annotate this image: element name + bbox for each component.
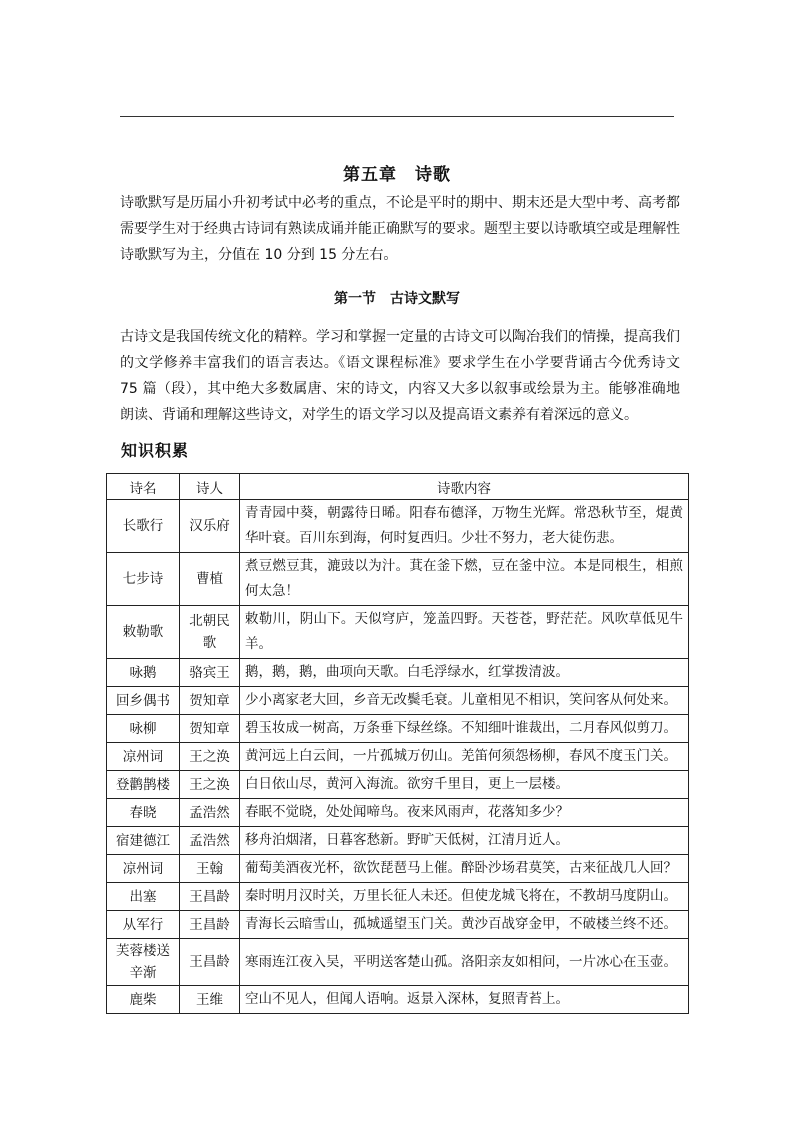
table-row — [107, 500, 689, 553]
poem-content-cell: 碧玉妆成一树高，万条垂下绿丝绦。不知细叶谁裁出，二月春风似剪刀。 — [240, 715, 689, 743]
table-row — [107, 986, 689, 1014]
knowledge-heading: 知识积累 — [121, 441, 190, 460]
poem-content-cell: 秦时明月汉时关，万里长征人未还。但使龙城飞将在，不教胡马度阴山。 — [240, 883, 689, 911]
poem-title-cell: 凉州词 — [107, 743, 180, 771]
column-header-poet: 诗人 — [180, 474, 240, 500]
poet-cell: 王翰 — [180, 855, 240, 883]
poet-cell: 贺知章 — [180, 687, 240, 715]
poet-cell: 孟浩然 — [180, 799, 240, 827]
poem-title-cell: 凉州词 — [107, 855, 180, 883]
poem-content-cell: 移舟泊烟渚，日暮客愁新。野旷天低树，江清月近人。 — [240, 827, 689, 855]
poet-cell: 王之涣 — [180, 771, 240, 799]
section-paragraph: 古诗文是我国传统文化的精粹。学习和掌握一定量的古诗文可以陶冶我们的情操，提高我们的文学修养丰富我们的语言表达。《语文课程标准》要求学生在小学要背诵古今优秀诗文 75 篇（段），其中绝大多数属唐、宋的诗文，内容又大多以叙事或绘景为主。能够准确地朗读、背诵和理解这些诗文，对学生的语文学习以及提高语文素养有着深远的意义。 — [120, 329, 680, 423]
table-row — [107, 715, 689, 743]
poet-cell: 王之涣 — [180, 743, 240, 771]
poem-title-cell: 咏柳 — [107, 715, 180, 743]
table-row — [107, 911, 689, 939]
table-row — [107, 553, 689, 606]
poem-title-cell: 咏鹅 — [107, 659, 180, 687]
poet-cell: 王昌龄 — [180, 911, 240, 939]
header-rule — [120, 116, 674, 117]
poet-cell: 贺知章 — [180, 715, 240, 743]
table-row — [107, 855, 689, 883]
poem-content-cell: 白日依山尽，黄河入海流。欲穷千里目，更上一层楼。 — [240, 771, 689, 799]
poet-cell: 曹植 — [180, 553, 240, 606]
poet-cell: 王维 — [180, 986, 240, 1014]
poet-cell: 王昌龄 — [180, 939, 240, 986]
table-row — [107, 743, 689, 771]
poem-title-cell: 七步诗 — [107, 553, 180, 606]
table-row — [107, 606, 689, 659]
poem-content-cell: 空山不见人，但闻人语响。返景入深林，复照青苔上。 — [240, 986, 689, 1014]
poem-title-cell: 鹿柴 — [107, 986, 180, 1014]
poem-content-cell: 鹅，鹅，鹅，曲项向天歌。白毛浮绿水，红掌拨清波。 — [240, 659, 689, 687]
poet-cell: 北朝民歌 — [180, 606, 240, 659]
poet-cell: 骆宾王 — [180, 659, 240, 687]
poem-content-cell: 青海长云暗雪山，孤城遥望玉门关。黄沙百战穿金甲，不破楼兰终不还。 — [240, 911, 689, 939]
poem-table — [106, 473, 689, 1014]
poem-content-cell: 青青园中葵，朝露待日晞。阳春布德泽，万物生光辉。常恐秋节至，焜黄华叶衰。百川东到海，何时复西归。少壮不努力，老大徒伤悲。 — [240, 500, 689, 553]
chapter-title: 第五章 诗歌 — [343, 165, 451, 185]
poem-title-cell: 春晓 — [107, 799, 180, 827]
poem-content-cell: 少小离家老大回，乡音无改鬓毛衰。儿童相见不相识，笑问客从何处来。 — [240, 687, 689, 715]
column-header-title: 诗名 — [107, 474, 180, 500]
poem-content-cell: 煮豆燃豆萁，漉豉以为汁。萁在釜下燃，豆在釜中泣。本是同根生，相煎何太急！ — [240, 553, 689, 606]
poet-cell: 孟浩然 — [180, 827, 240, 855]
table-row — [107, 799, 689, 827]
table-row — [107, 939, 689, 986]
table-row — [107, 659, 689, 687]
intro-paragraph: 诗歌默写是历届小升初考试中必考的重点，不论是平时的期中、期末还是大型中考、高考都需要学生对于经典古诗词有熟读成诵并能正确默写的要求。题型主要以诗歌填空或是理解性诗歌默写为主，分值在 10 分到 15 分左右。 — [120, 195, 680, 263]
section-title: 第一节 古诗文默写 — [334, 291, 460, 307]
poem-content-cell: 敕勒川，阴山下。天似穹庐，笼盖四野。天苍苍，野茫茫。风吹草低见牛羊。 — [240, 606, 689, 659]
poem-content-cell: 春眠不觉晓，处处闻啼鸟。夜来风雨声，花落知多少？ — [240, 799, 689, 827]
poem-title-cell: 从军行 — [107, 911, 180, 939]
poem-content-cell: 葡萄美酒夜光杯，欲饮琵琶马上催。醉卧沙场君莫笑，古来征战几人回？ — [240, 855, 689, 883]
table-row — [107, 771, 689, 799]
poem-title-cell: 敕勒歌 — [107, 606, 180, 659]
poet-cell: 王昌龄 — [180, 883, 240, 911]
poem-title-cell: 出塞 — [107, 883, 180, 911]
poem-content-cell: 黄河远上白云间，一片孤城万仞山。羌笛何须怨杨柳，春风不度玉门关。 — [240, 743, 689, 771]
poem-title-cell: 登鹳鹊楼 — [107, 771, 180, 799]
table-row — [107, 883, 689, 911]
poem-title-cell: 回乡偶书 — [107, 687, 180, 715]
table-row — [107, 827, 689, 855]
table-row — [107, 687, 689, 715]
poet-cell: 汉乐府 — [180, 500, 240, 553]
column-header-content: 诗歌内容 — [240, 474, 689, 500]
poem-title-cell: 宿建德江 — [107, 827, 180, 855]
table-header-row — [107, 474, 689, 500]
poem-title-cell: 芙蓉楼送辛渐 — [107, 939, 180, 986]
poem-title-cell: 长歌行 — [107, 500, 180, 553]
poem-content-cell: 寒雨连江夜入吴，平明送客楚山孤。洛阳亲友如相问，一片冰心在玉壶。 — [240, 939, 689, 986]
